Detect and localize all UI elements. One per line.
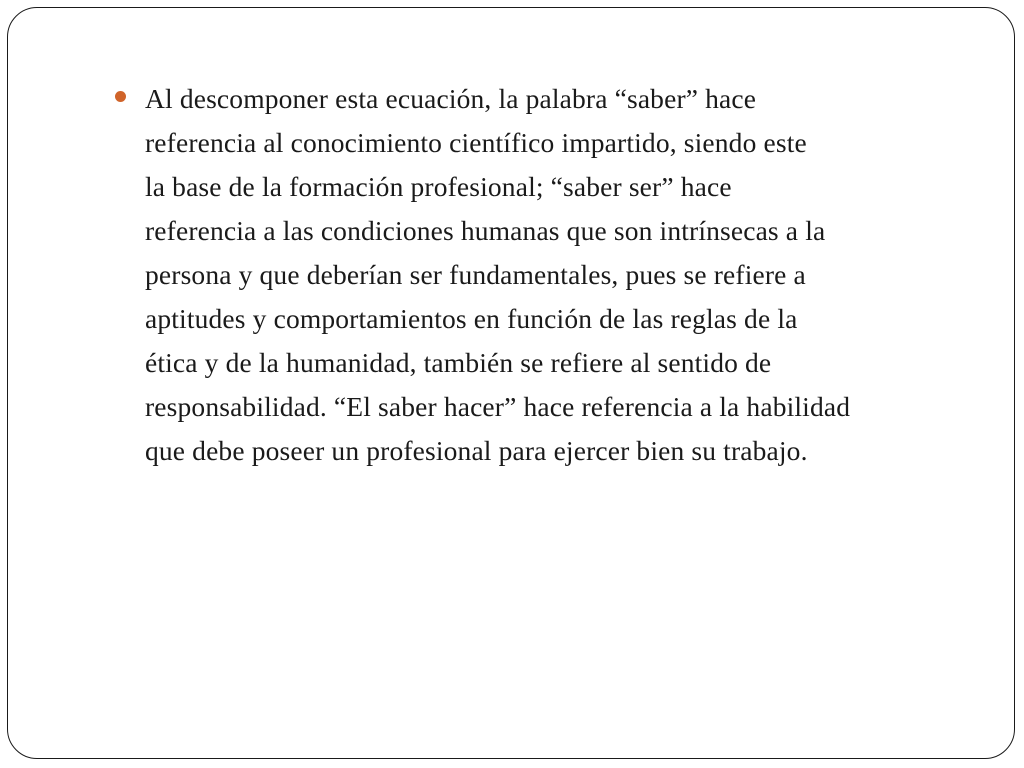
bullet-list	[113, 77, 953, 473]
bullet-item	[113, 77, 953, 473]
bullet-dot-icon	[115, 91, 126, 102]
text-line: Al descomponer esta ecuación, la palabra “saber” hace	[145, 83, 757, 114]
text-line: persona y que deberían ser fundamentales, pues se refiere a	[145, 259, 806, 290]
text-line: ética y de la humanidad, también se refiere al sentido de	[145, 347, 772, 378]
text-line: referencia al conocimiento científico impartido, siendo este	[145, 127, 807, 158]
text-line: referencia a las condiciones humanas que son intrínsecas a la	[145, 215, 826, 246]
text-line: aptitudes y comportamientos en función de las reglas de la	[145, 303, 798, 334]
text-line: responsabilidad. “El saber hacer” hace referencia a la habilidad	[145, 391, 851, 422]
text-line: que debe poseer un profesional para ejercer bien su trabajo.	[145, 435, 808, 466]
text-line: la base de la formación profesional; “saber ser” hace	[145, 171, 732, 202]
bullet-text	[145, 77, 953, 473]
